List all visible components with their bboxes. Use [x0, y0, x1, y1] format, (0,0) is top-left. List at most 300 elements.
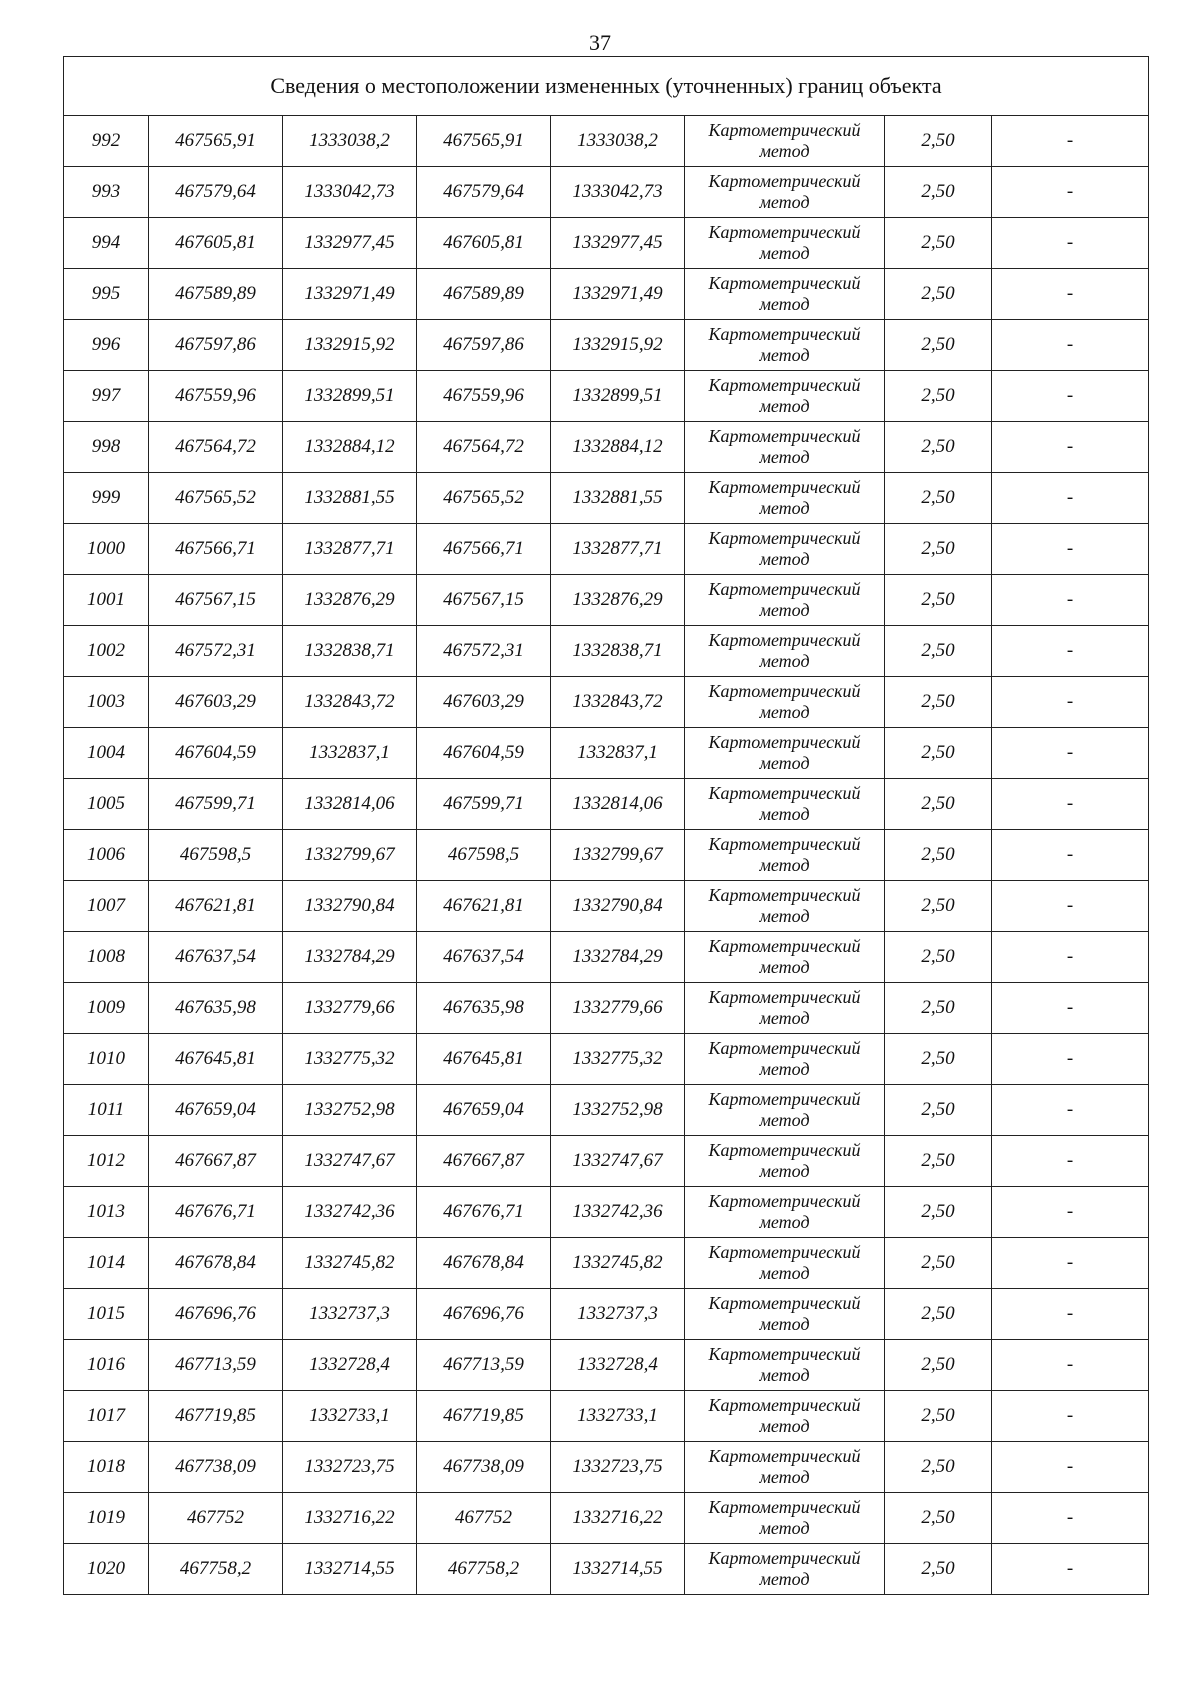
existing-y-cell: 1332877,71	[283, 524, 417, 575]
boundary-coordinates-table	[63, 56, 1149, 1595]
point-number-cell: 1006	[64, 830, 149, 881]
note-cell: -	[992, 881, 1149, 932]
refined-x-cell: 467713,59	[417, 1340, 551, 1391]
table-row	[64, 626, 1149, 677]
method-cell	[685, 575, 885, 626]
refined-y-cell: 1332790,84	[551, 881, 685, 932]
existing-y-cell: 1332733,1	[283, 1391, 417, 1442]
method-line-1: Картометрический	[708, 273, 861, 293]
table-row	[64, 1544, 1149, 1595]
refined-y-cell: 1332843,72	[551, 677, 685, 728]
method-line-2: метод	[759, 1110, 810, 1130]
accuracy-cell: 2,50	[885, 269, 992, 320]
table-body	[64, 116, 1149, 1595]
existing-x-cell: 467567,15	[149, 575, 283, 626]
point-number-cell: 1018	[64, 1442, 149, 1493]
existing-y-cell: 1332843,72	[283, 677, 417, 728]
method-line-2: метод	[759, 141, 810, 161]
existing-x-cell: 467564,72	[149, 422, 283, 473]
note-cell: -	[992, 218, 1149, 269]
method-line-2: метод	[759, 1161, 810, 1181]
existing-x-cell: 467597,86	[149, 320, 283, 371]
table-row	[64, 881, 1149, 932]
method-line-2: метод	[759, 345, 810, 365]
existing-x-cell: 467719,85	[149, 1391, 283, 1442]
existing-x-cell: 467604,59	[149, 728, 283, 779]
existing-x-cell: 467589,89	[149, 269, 283, 320]
point-number-cell: 1002	[64, 626, 149, 677]
existing-y-cell: 1332799,67	[283, 830, 417, 881]
note-cell: -	[992, 830, 1149, 881]
point-number-cell: 1012	[64, 1136, 149, 1187]
refined-x-cell: 467719,85	[417, 1391, 551, 1442]
method-line-1: Картометрический	[708, 477, 861, 497]
point-number-cell: 1007	[64, 881, 149, 932]
method-cell	[685, 320, 885, 371]
method-cell	[685, 422, 885, 473]
point-number-cell: 1003	[64, 677, 149, 728]
existing-y-cell: 1332728,4	[283, 1340, 417, 1391]
refined-x-cell: 467752	[417, 1493, 551, 1544]
refined-x-cell: 467738,09	[417, 1442, 551, 1493]
existing-x-cell: 467752	[149, 1493, 283, 1544]
refined-y-cell: 1332745,82	[551, 1238, 685, 1289]
existing-y-cell: 1332716,22	[283, 1493, 417, 1544]
method-line-2: метод	[759, 957, 810, 977]
refined-y-cell: 1332814,06	[551, 779, 685, 830]
table-row	[64, 1136, 1149, 1187]
existing-y-cell: 1332899,51	[283, 371, 417, 422]
note-cell: -	[992, 1391, 1149, 1442]
method-line-1: Картометрический	[708, 324, 861, 344]
method-cell	[685, 677, 885, 728]
existing-x-cell: 467637,54	[149, 932, 283, 983]
existing-x-cell: 467676,71	[149, 1187, 283, 1238]
accuracy-cell: 2,50	[885, 320, 992, 371]
method-line-2: метод	[759, 600, 810, 620]
refined-y-cell: 1332881,55	[551, 473, 685, 524]
refined-y-cell: 1332899,51	[551, 371, 685, 422]
method-cell	[685, 1442, 885, 1493]
method-cell	[685, 1289, 885, 1340]
refined-y-cell: 1332747,67	[551, 1136, 685, 1187]
table-row	[64, 473, 1149, 524]
point-number-cell: 992	[64, 116, 149, 167]
note-cell: -	[992, 371, 1149, 422]
table-title: Сведения о местоположении измененных (уточненных) границ объекта	[64, 57, 1149, 116]
note-cell: -	[992, 1544, 1149, 1595]
method-line-1: Картометрический	[708, 1140, 861, 1160]
method-cell	[685, 1034, 885, 1085]
table-row	[64, 320, 1149, 371]
table-row	[64, 422, 1149, 473]
point-number-cell: 999	[64, 473, 149, 524]
method-cell	[685, 779, 885, 830]
refined-x-cell: 467659,04	[417, 1085, 551, 1136]
accuracy-cell: 2,50	[885, 1289, 992, 1340]
point-number-cell: 1019	[64, 1493, 149, 1544]
method-line-1: Картометрический	[708, 1038, 861, 1058]
existing-y-cell: 1332742,36	[283, 1187, 417, 1238]
existing-y-cell: 1333042,73	[283, 167, 417, 218]
note-cell: -	[992, 320, 1149, 371]
note-cell: -	[992, 626, 1149, 677]
method-cell	[685, 1136, 885, 1187]
method-line-2: метод	[759, 1569, 810, 1589]
existing-y-cell: 1332915,92	[283, 320, 417, 371]
existing-y-cell: 1332876,29	[283, 575, 417, 626]
method-cell	[685, 371, 885, 422]
refined-x-cell: 467564,72	[417, 422, 551, 473]
existing-y-cell: 1332737,3	[283, 1289, 417, 1340]
refined-x-cell: 467597,86	[417, 320, 551, 371]
table-row	[64, 932, 1149, 983]
method-line-2: метод	[759, 1518, 810, 1538]
refined-y-cell: 1332884,12	[551, 422, 685, 473]
point-number-cell: 996	[64, 320, 149, 371]
refined-y-cell: 1332716,22	[551, 1493, 685, 1544]
accuracy-cell: 2,50	[885, 1493, 992, 1544]
point-number-cell: 1020	[64, 1544, 149, 1595]
method-line-2: метод	[759, 1314, 810, 1334]
table-row	[64, 1493, 1149, 1544]
existing-x-cell: 467572,31	[149, 626, 283, 677]
method-cell	[685, 524, 885, 575]
note-cell: -	[992, 779, 1149, 830]
refined-x-cell: 467565,52	[417, 473, 551, 524]
accuracy-cell: 2,50	[885, 728, 992, 779]
point-number-cell: 1014	[64, 1238, 149, 1289]
accuracy-cell: 2,50	[885, 1544, 992, 1595]
note-cell: -	[992, 269, 1149, 320]
refined-y-cell: 1332915,92	[551, 320, 685, 371]
note-cell: -	[992, 1034, 1149, 1085]
point-number-cell: 1017	[64, 1391, 149, 1442]
existing-x-cell: 467605,81	[149, 218, 283, 269]
table-row	[64, 728, 1149, 779]
method-line-1: Картометрический	[708, 936, 861, 956]
method-line-1: Картометрический	[708, 732, 861, 752]
existing-y-cell: 1332971,49	[283, 269, 417, 320]
refined-y-cell: 1332837,1	[551, 728, 685, 779]
existing-y-cell: 1332884,12	[283, 422, 417, 473]
table-title-row	[64, 57, 1149, 116]
point-number-cell: 1013	[64, 1187, 149, 1238]
existing-x-cell: 467635,98	[149, 983, 283, 1034]
method-line-1: Картометрический	[708, 1293, 861, 1313]
refined-y-cell: 1333038,2	[551, 116, 685, 167]
method-line-1: Картометрический	[708, 1191, 861, 1211]
method-line-2: метод	[759, 396, 810, 416]
accuracy-cell: 2,50	[885, 932, 992, 983]
table-row	[64, 1442, 1149, 1493]
existing-x-cell: 467598,5	[149, 830, 283, 881]
note-cell: -	[992, 1442, 1149, 1493]
existing-x-cell: 467565,52	[149, 473, 283, 524]
existing-x-cell: 467696,76	[149, 1289, 283, 1340]
point-number-cell: 1001	[64, 575, 149, 626]
method-line-1: Картометрический	[708, 630, 861, 650]
refined-y-cell: 1332752,98	[551, 1085, 685, 1136]
table-row	[64, 1085, 1149, 1136]
existing-x-cell: 467599,71	[149, 779, 283, 830]
accuracy-cell: 2,50	[885, 524, 992, 575]
existing-x-cell: 467738,09	[149, 1442, 283, 1493]
note-cell: -	[992, 524, 1149, 575]
accuracy-cell: 2,50	[885, 1187, 992, 1238]
method-line-2: метод	[759, 1008, 810, 1028]
table-row	[64, 167, 1149, 218]
method-line-1: Картометрический	[708, 1548, 861, 1568]
existing-x-cell: 467758,2	[149, 1544, 283, 1595]
point-number-cell: 1009	[64, 983, 149, 1034]
accuracy-cell: 2,50	[885, 881, 992, 932]
note-cell: -	[992, 1187, 1149, 1238]
accuracy-cell: 2,50	[885, 830, 992, 881]
method-cell	[685, 932, 885, 983]
refined-x-cell: 467589,89	[417, 269, 551, 320]
refined-y-cell: 1332775,32	[551, 1034, 685, 1085]
note-cell: -	[992, 1340, 1149, 1391]
refined-x-cell: 467603,29	[417, 677, 551, 728]
point-number-cell: 994	[64, 218, 149, 269]
table-row	[64, 1289, 1149, 1340]
accuracy-cell: 2,50	[885, 779, 992, 830]
method-line-2: метод	[759, 1467, 810, 1487]
method-cell	[685, 830, 885, 881]
refined-x-cell: 467667,87	[417, 1136, 551, 1187]
method-line-2: метод	[759, 1416, 810, 1436]
method-line-1: Картометрический	[708, 222, 861, 242]
accuracy-cell: 2,50	[885, 422, 992, 473]
refined-y-cell: 1332784,29	[551, 932, 685, 983]
refined-y-cell: 1332977,45	[551, 218, 685, 269]
refined-x-cell: 467758,2	[417, 1544, 551, 1595]
table-row	[64, 779, 1149, 830]
method-line-2: метод	[759, 549, 810, 569]
point-number-cell: 998	[64, 422, 149, 473]
method-line-2: метод	[759, 498, 810, 518]
accuracy-cell: 2,50	[885, 473, 992, 524]
refined-y-cell: 1333042,73	[551, 167, 685, 218]
page-number: 37	[589, 30, 611, 55]
existing-y-cell: 1332723,75	[283, 1442, 417, 1493]
point-number-cell: 1004	[64, 728, 149, 779]
method-line-2: метод	[759, 855, 810, 875]
refined-y-cell: 1332737,3	[551, 1289, 685, 1340]
existing-y-cell: 1332837,1	[283, 728, 417, 779]
point-number-cell: 1016	[64, 1340, 149, 1391]
point-number-cell: 997	[64, 371, 149, 422]
refined-y-cell: 1332799,67	[551, 830, 685, 881]
method-line-1: Картометрический	[708, 681, 861, 701]
table-row	[64, 830, 1149, 881]
method-line-2: метод	[759, 753, 810, 773]
point-number-cell: 1010	[64, 1034, 149, 1085]
refined-x-cell: 467696,76	[417, 1289, 551, 1340]
refined-y-cell: 1332714,55	[551, 1544, 685, 1595]
refined-y-cell: 1332779,66	[551, 983, 685, 1034]
method-cell	[685, 728, 885, 779]
refined-x-cell: 467604,59	[417, 728, 551, 779]
refined-x-cell: 467579,64	[417, 167, 551, 218]
method-cell	[685, 1238, 885, 1289]
table-row	[64, 983, 1149, 1034]
method-line-1: Картометрический	[708, 120, 861, 140]
method-line-2: метод	[759, 1059, 810, 1079]
refined-x-cell: 467645,81	[417, 1034, 551, 1085]
existing-x-cell: 467559,96	[149, 371, 283, 422]
existing-x-cell: 467713,59	[149, 1340, 283, 1391]
existing-x-cell: 467566,71	[149, 524, 283, 575]
refined-y-cell: 1332728,4	[551, 1340, 685, 1391]
point-number-cell: 993	[64, 167, 149, 218]
existing-x-cell: 467603,29	[149, 677, 283, 728]
accuracy-cell: 2,50	[885, 1136, 992, 1187]
method-cell	[685, 1187, 885, 1238]
point-number-cell: 1005	[64, 779, 149, 830]
note-cell: -	[992, 1136, 1149, 1187]
refined-x-cell: 467565,91	[417, 116, 551, 167]
method-cell	[685, 881, 885, 932]
note-cell: -	[992, 1289, 1149, 1340]
method-line-2: метод	[759, 294, 810, 314]
method-line-1: Картометрический	[708, 528, 861, 548]
accuracy-cell: 2,50	[885, 983, 992, 1034]
existing-y-cell: 1332784,29	[283, 932, 417, 983]
note-cell: -	[992, 728, 1149, 779]
table-row	[64, 269, 1149, 320]
table-row	[64, 1238, 1149, 1289]
refined-x-cell: 467605,81	[417, 218, 551, 269]
refined-y-cell: 1332723,75	[551, 1442, 685, 1493]
point-number-cell: 995	[64, 269, 149, 320]
note-cell: -	[992, 1493, 1149, 1544]
method-line-1: Картометрический	[708, 885, 861, 905]
table-row	[64, 218, 1149, 269]
refined-x-cell: 467637,54	[417, 932, 551, 983]
existing-x-cell: 467678,84	[149, 1238, 283, 1289]
method-line-2: метод	[759, 1212, 810, 1232]
method-line-1: Картометрический	[708, 1497, 861, 1517]
refined-y-cell: 1332733,1	[551, 1391, 685, 1442]
refined-x-cell: 467559,96	[417, 371, 551, 422]
existing-y-cell: 1332752,98	[283, 1085, 417, 1136]
table-row	[64, 1034, 1149, 1085]
table-row	[64, 524, 1149, 575]
point-number-cell: 1015	[64, 1289, 149, 1340]
method-line-1: Картометрический	[708, 783, 861, 803]
method-line-2: метод	[759, 243, 810, 263]
method-line-2: метод	[759, 1365, 810, 1385]
point-number-cell: 1008	[64, 932, 149, 983]
method-cell	[685, 983, 885, 1034]
method-cell	[685, 1391, 885, 1442]
refined-y-cell: 1332971,49	[551, 269, 685, 320]
method-cell	[685, 1544, 885, 1595]
method-line-1: Картометрический	[708, 1446, 861, 1466]
refined-x-cell: 467678,84	[417, 1238, 551, 1289]
existing-y-cell: 1332779,66	[283, 983, 417, 1034]
refined-x-cell: 467598,5	[417, 830, 551, 881]
note-cell: -	[992, 167, 1149, 218]
refined-y-cell: 1332876,29	[551, 575, 685, 626]
accuracy-cell: 2,50	[885, 218, 992, 269]
point-number-cell: 1011	[64, 1085, 149, 1136]
table-row	[64, 371, 1149, 422]
table-row	[64, 575, 1149, 626]
refined-y-cell: 1332838,71	[551, 626, 685, 677]
method-cell	[685, 1340, 885, 1391]
refined-x-cell: 467621,81	[417, 881, 551, 932]
accuracy-cell: 2,50	[885, 1340, 992, 1391]
method-line-2: метод	[759, 447, 810, 467]
accuracy-cell: 2,50	[885, 1034, 992, 1085]
refined-x-cell: 467566,71	[417, 524, 551, 575]
accuracy-cell: 2,50	[885, 1391, 992, 1442]
method-line-1: Картометрический	[708, 1344, 861, 1364]
method-cell	[685, 218, 885, 269]
method-line-1: Картометрический	[708, 1242, 861, 1262]
existing-y-cell: 1332814,06	[283, 779, 417, 830]
note-cell: -	[992, 116, 1149, 167]
method-line-2: метод	[759, 702, 810, 722]
method-line-2: метод	[759, 651, 810, 671]
existing-x-cell: 467659,04	[149, 1085, 283, 1136]
note-cell: -	[992, 575, 1149, 626]
accuracy-cell: 2,50	[885, 167, 992, 218]
method-cell	[685, 167, 885, 218]
accuracy-cell: 2,50	[885, 1238, 992, 1289]
accuracy-cell: 2,50	[885, 1442, 992, 1493]
method-line-1: Картометрический	[708, 171, 861, 191]
method-cell	[685, 116, 885, 167]
refined-y-cell: 1332742,36	[551, 1187, 685, 1238]
note-cell: -	[992, 422, 1149, 473]
note-cell: -	[992, 932, 1149, 983]
existing-y-cell: 1332745,82	[283, 1238, 417, 1289]
method-line-1: Картометрический	[708, 426, 861, 446]
refined-x-cell: 467567,15	[417, 575, 551, 626]
existing-y-cell: 1332790,84	[283, 881, 417, 932]
refined-x-cell: 467572,31	[417, 626, 551, 677]
method-line-2: метод	[759, 804, 810, 824]
table-row	[64, 1187, 1149, 1238]
note-cell: -	[992, 983, 1149, 1034]
method-line-1: Картометрический	[708, 834, 861, 854]
method-line-1: Картометрический	[708, 375, 861, 395]
table-row	[64, 116, 1149, 167]
accuracy-cell: 2,50	[885, 1085, 992, 1136]
existing-x-cell: 467621,81	[149, 881, 283, 932]
note-cell: -	[992, 1085, 1149, 1136]
method-line-1: Картометрический	[708, 579, 861, 599]
refined-x-cell: 467676,71	[417, 1187, 551, 1238]
existing-x-cell: 467565,91	[149, 116, 283, 167]
method-line-2: метод	[759, 1263, 810, 1283]
method-line-1: Картометрический	[708, 1089, 861, 1109]
existing-x-cell: 467667,87	[149, 1136, 283, 1187]
existing-y-cell: 1332838,71	[283, 626, 417, 677]
method-line-1: Картометрический	[708, 987, 861, 1007]
note-cell: -	[992, 1238, 1149, 1289]
accuracy-cell: 2,50	[885, 626, 992, 677]
accuracy-cell: 2,50	[885, 116, 992, 167]
method-cell	[685, 269, 885, 320]
method-cell	[685, 473, 885, 524]
accuracy-cell: 2,50	[885, 575, 992, 626]
method-cell	[685, 1493, 885, 1544]
